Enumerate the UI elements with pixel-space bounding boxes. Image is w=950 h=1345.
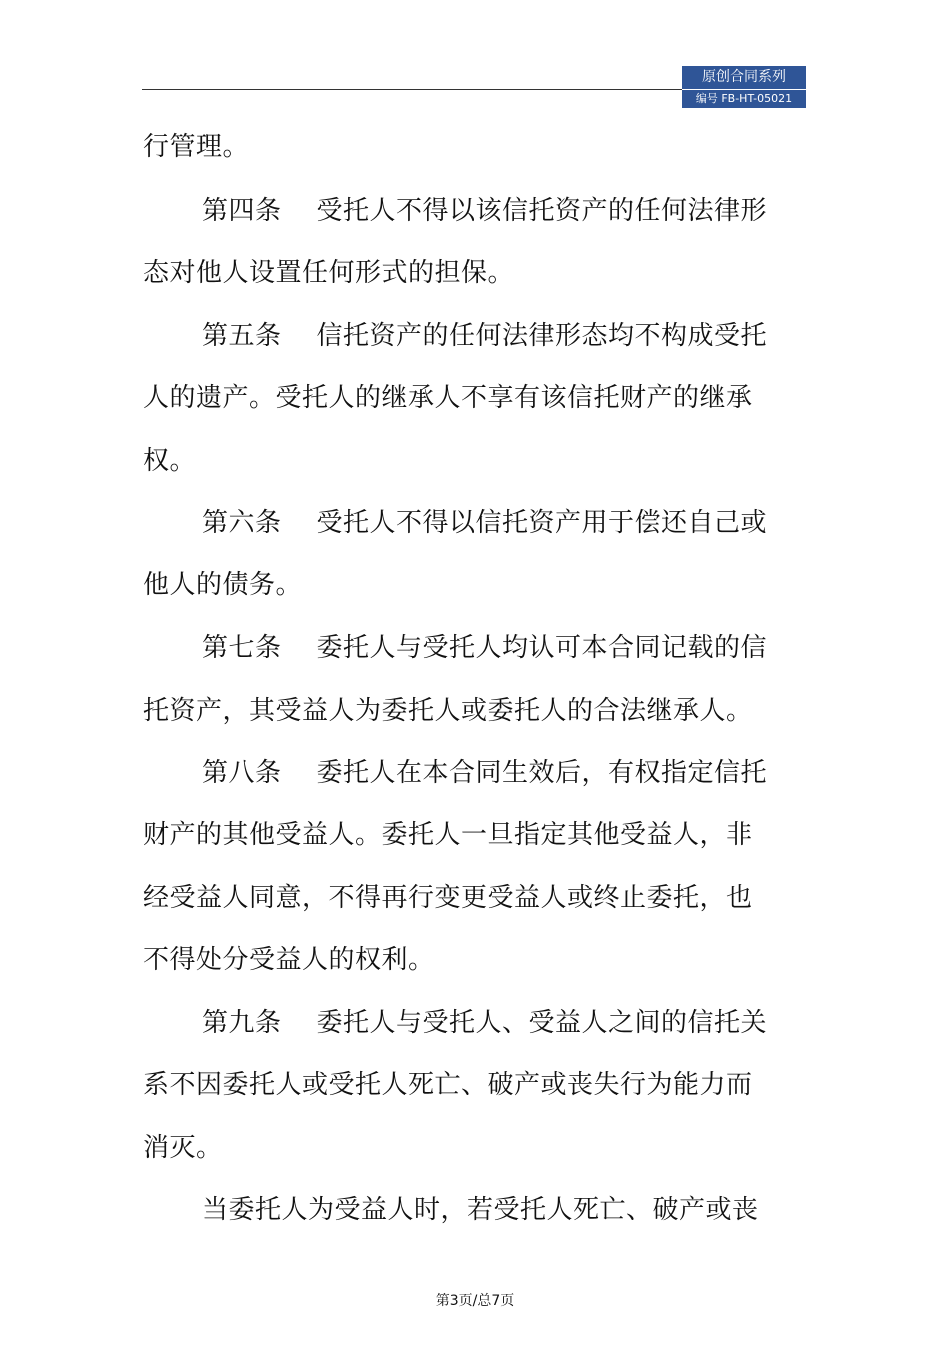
body-line: 托资产，其受益人为委托人或委托人的合法继承人。	[143, 696, 753, 726]
body-line: 第八条 委托人在本合同生效后，有权指定信托	[202, 758, 768, 788]
body-line: 行管理。	[143, 132, 250, 162]
body-line: 他人的债务。	[143, 570, 303, 600]
body-line: 第五条 信托资产的任何法律形态均不构成受托	[202, 321, 768, 351]
body-line: 系不因委托人或受托人死亡、破产或丧失行为能力而	[143, 1070, 753, 1100]
body-line: 权。	[143, 446, 197, 476]
header-rule	[142, 89, 682, 90]
body-line: 经受益人同意，不得再行变更受益人或终止委托，也	[143, 883, 753, 913]
body-line: 第四条 受托人不得以该信托资产的任何法律形	[202, 196, 768, 226]
body-line: 当委托人为受益人时，若受托人死亡、破产或丧	[202, 1195, 759, 1225]
body-line: 第七条 委托人与受托人均认可本合同记载的信	[202, 633, 768, 663]
body-line: 财产的其他受益人。委托人一旦指定其他受益人，非	[143, 820, 753, 850]
body-line: 第六条 受托人不得以信托资产用于偿还自己或	[202, 508, 768, 538]
body-line: 不得处分受益人的权利。	[143, 945, 435, 975]
body-line: 第九条 委托人与受托人、受益人之间的信托关	[202, 1008, 768, 1038]
body-line: 人的遗产。受托人的继承人不享有该信托财产的继承	[143, 383, 753, 413]
series-badge	[682, 66, 806, 108]
series-title: 原创合同系列	[702, 69, 786, 85]
body-line: 态对他人设置任何形式的担保。	[143, 258, 515, 288]
page-number: 第3页/总7页	[435, 1293, 515, 1309]
body-line: 消灭。	[143, 1133, 223, 1163]
document-code: 编号 FB-HT-05021	[695, 92, 793, 105]
